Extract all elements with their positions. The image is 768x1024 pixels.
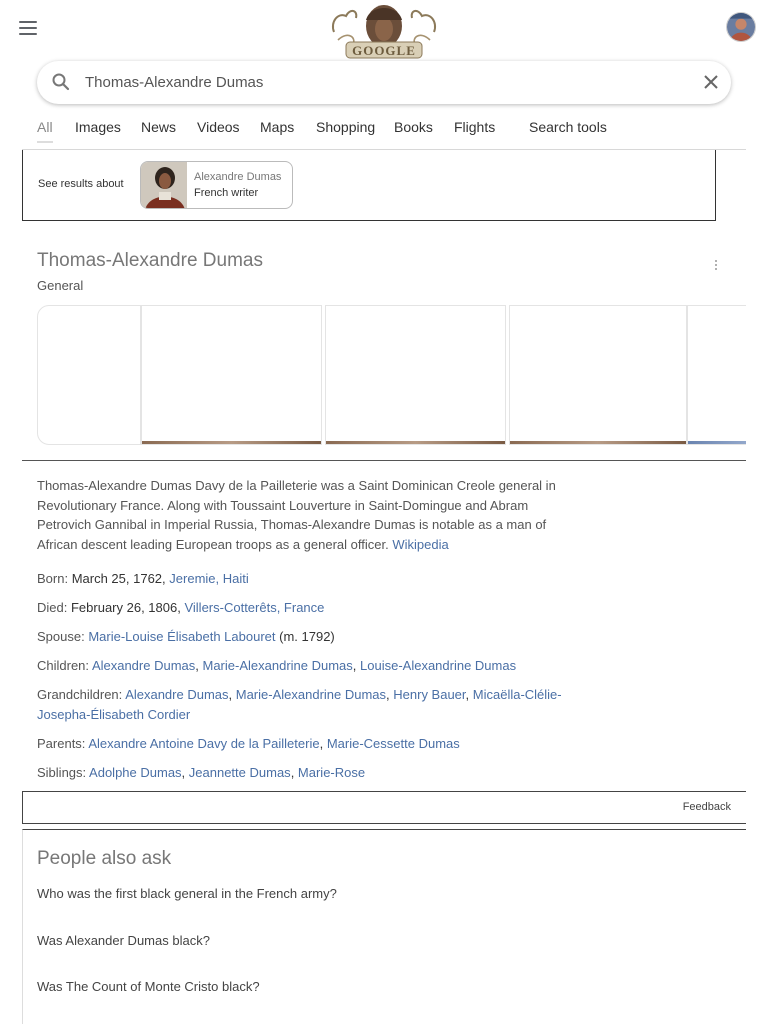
image-thumbnail[interactable] — [141, 305, 322, 445]
fact-link[interactable]: Micaëlla-Clélie-Josepha-Élisabeth Cordier — [37, 687, 562, 722]
tab-all[interactable]: All — [37, 119, 53, 135]
search-tabs — [37, 119, 757, 145]
tab-flights[interactable]: Flights — [454, 119, 496, 135]
tab-shopping[interactable]: Shopping — [316, 119, 376, 135]
image-thumbnail[interactable] — [687, 305, 746, 445]
tab-videos[interactable]: Videos — [197, 119, 240, 135]
image-thumbnail[interactable] — [37, 305, 141, 445]
fact-link[interactable]: Jeremie, Haiti — [169, 571, 249, 586]
paa-question[interactable]: Was Alexander Dumas black? — [37, 933, 210, 948]
google-doodle-logo[interactable] — [328, 2, 440, 60]
tab-news[interactable]: News — [141, 119, 177, 135]
fact-grandchildren: Grandchildren: Alexandre Dumas, Marie-Alexandrine Dumas, Henry Bauer, Micaëlla-Clélie-Josepha-Élisabeth Cordier — [37, 687, 562, 722]
tab-books[interactable]: Books — [394, 119, 433, 135]
search-bar — [37, 61, 731, 104]
fact-link[interactable]: Henry Bauer — [393, 687, 466, 702]
tab-images[interactable]: Images — [75, 119, 121, 135]
fact-label: Siblings: — [37, 765, 87, 780]
fact-link[interactable]: Jeannette Dumas — [188, 765, 291, 780]
fact-link[interactable]: Marie-Alexandrine Dumas — [202, 658, 353, 673]
entity-chip-alexandre-dumas[interactable] — [140, 161, 293, 209]
fact-siblings: Siblings: Adolphe Dumas, Jeannette Dumas, Marie-Rose — [37, 765, 366, 780]
knowledge-panel-description — [37, 476, 562, 554]
fact-label: Parents: — [37, 736, 86, 751]
active-tab-indicator — [37, 141, 53, 143]
entity-description: French writer — [194, 187, 259, 199]
fact-link[interactable]: Alexandre Dumas — [125, 687, 229, 702]
fact-link[interactable]: Adolphe Dumas — [89, 765, 182, 780]
knowledge-panel-subtitle: General — [37, 278, 84, 293]
tab-maps[interactable]: Maps — [260, 119, 295, 135]
fact-label: Died: — [37, 600, 68, 615]
tab-search-tools[interactable]: Search tools — [529, 119, 607, 135]
see-results-about-card — [22, 150, 716, 221]
people-also-ask-title: People also ask — [37, 848, 172, 869]
fact-value: February 26, 1806, — [70, 600, 181, 615]
image-thumbnail[interactable] — [325, 305, 506, 445]
entity-thumbnail — [141, 162, 187, 209]
image-strip — [22, 305, 746, 461]
fact-link[interactable]: Marie-Alexandrine Dumas — [235, 687, 387, 702]
fact-link[interactable]: Marie-Rose — [297, 765, 366, 780]
description-text: Thomas-Alexandre Dumas Davy de la Pailleterie was a Saint Dominican Creole general in Revolutionary France. Along with Toussaint Louverture in Saint-Domingue and Abram Petrovich Gannibal in Imperial Russia, Thomas-Alexandre Dumas is notable as a man of African descent leading European troops as a general officer. — [37, 478, 556, 552]
wikipedia-link[interactable]: Wikipedia — [392, 536, 449, 552]
fact-children: Children: Alexandre Dumas, Marie-Alexandrine Dumas, Louise-Alexandrine Dumas — [37, 658, 517, 673]
fact-link[interactable]: Alexandre Antoine Davy de la Pailleterie — [88, 736, 320, 751]
hamburger-menu-icon[interactable] — [19, 21, 37, 35]
entity-name: Alexandre Dumas — [194, 171, 282, 183]
paa-question[interactable]: Who was the first black general in the French army? — [37, 886, 337, 901]
image-thumbnail[interactable] — [509, 305, 687, 445]
fact-value: March 25, 1762, — [71, 571, 166, 586]
fact-label: Children: — [37, 658, 90, 673]
fact-value: (m. 1792) — [279, 629, 335, 644]
fact-label: Born: — [37, 571, 69, 586]
fact-label: Spouse: — [37, 629, 85, 644]
close-icon[interactable] — [701, 72, 721, 92]
fact-link[interactable]: Alexandre Dumas — [91, 658, 196, 673]
more-vert-icon[interactable] — [710, 256, 722, 274]
fact-born — [37, 569, 577, 589]
account-avatar[interactable] — [726, 12, 756, 42]
feedback-bar — [22, 791, 746, 824]
fact-spouse — [37, 627, 577, 647]
fact-link[interactable]: Louise-Alexandrine Dumas — [360, 658, 517, 673]
feedback-link[interactable]: Feedback — [682, 801, 731, 813]
see-results-label: See results about — [38, 178, 124, 190]
search-input[interactable] — [85, 69, 685, 96]
paa-question[interactable]: Was The Count of Monte Cristo black? — [37, 979, 260, 994]
fact-link[interactable]: Marie-Louise Élisabeth Labouret — [88, 629, 276, 644]
fact-link[interactable]: Villers-Cotterêts, France — [184, 600, 325, 615]
fact-label: Grandchildren: — [37, 687, 123, 702]
svg-text:GOOGLE: GOOGLE — [352, 43, 416, 58]
fact-parents: Parents: Alexandre Antoine Davy de la Pailleterie, Marie-Cessette Dumas — [37, 736, 460, 751]
search-icon[interactable] — [51, 72, 71, 92]
knowledge-panel-title: Thomas-Alexandre Dumas — [37, 250, 263, 271]
fact-link[interactable]: Marie-Cessette Dumas — [326, 736, 460, 751]
fact-died — [37, 598, 577, 618]
